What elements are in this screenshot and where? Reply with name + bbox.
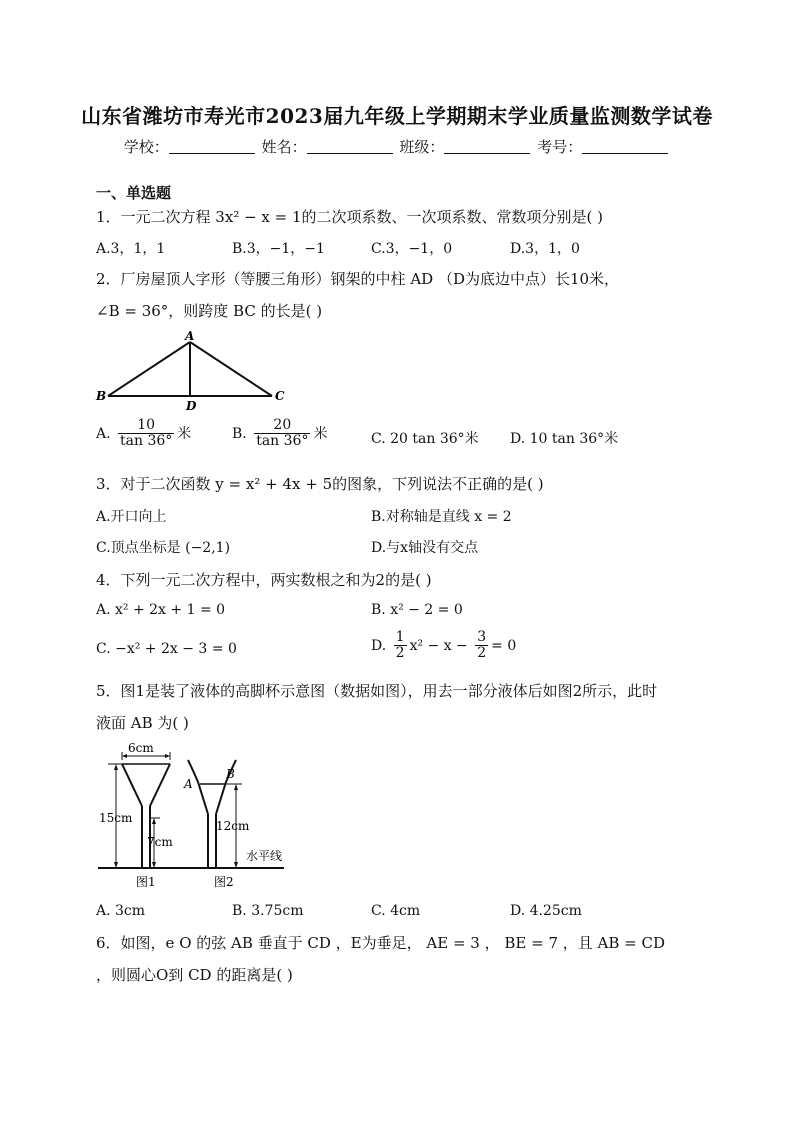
q5-option-d[interactable]: D. 4.25cm bbox=[510, 903, 582, 919]
q2-a-denominator: tan 36° bbox=[120, 433, 173, 450]
q4-option-d[interactable] bbox=[371, 630, 516, 662]
q5-caption-1: 图1 bbox=[136, 875, 156, 889]
q4-d-prefix: D. bbox=[371, 637, 387, 654]
q2-triangle-figure bbox=[90, 328, 300, 412]
q2-label-d: D bbox=[186, 399, 197, 412]
page-title: 山东省潍坊市寿光市2023届九年级上学期期末学业质量监测数学试卷 bbox=[81, 104, 713, 128]
q3-option-c[interactable]: C.顶点坐标是 (−2,1) bbox=[96, 540, 231, 556]
q4-d-fraction-1 bbox=[394, 630, 407, 662]
number-blank[interactable] bbox=[582, 139, 668, 154]
q5-stem-line1: 5．图1是装了液体的高脚杯示意图（数据如图），用去一部分液体后如图2所示，此时 bbox=[96, 682, 658, 700]
q3-option-b[interactable]: B.对称轴是直线 x = 2 bbox=[371, 509, 512, 525]
q4-d-den2: 2 bbox=[477, 645, 487, 662]
q2-stem-line2: ∠B = 36°，则跨度 BC 的长是( ) bbox=[96, 302, 323, 320]
q1-option-c[interactable]: C.3，−1，0 bbox=[371, 241, 453, 257]
q4-d-fraction-2 bbox=[475, 630, 488, 662]
q5-label-15cm: 15cm bbox=[99, 811, 133, 825]
q2-stem-line1: 2．厂房屋顶人字形（等腰三角形）钢架的中柱 AD （D为底边中点）长10米， bbox=[96, 270, 620, 288]
q5-label-b: B bbox=[226, 767, 235, 781]
q4-d-den1: 2 bbox=[395, 645, 405, 662]
section-heading: 一、单选题 bbox=[96, 184, 172, 202]
name-label: 姓名： bbox=[261, 138, 307, 156]
q2-label-b: B bbox=[96, 389, 107, 403]
q2-label-c: C bbox=[275, 389, 285, 403]
q6-stem-line2: ，则圆心O到 CD 的距离是( ) bbox=[96, 966, 293, 984]
q2-a-fraction bbox=[118, 418, 174, 450]
q5-label-a: A bbox=[184, 777, 193, 791]
q2-b-prefix: B. bbox=[232, 425, 247, 442]
q2-side-ab bbox=[108, 342, 190, 396]
q4-option-c[interactable]: C. −x² + 2x − 3 = 0 bbox=[96, 641, 237, 657]
q4-d-end: = 0 bbox=[491, 637, 517, 654]
q5-option-c[interactable]: C. 4cm bbox=[371, 903, 421, 919]
q4-option-b[interactable]: B. x² − 2 = 0 bbox=[371, 602, 463, 618]
q2-a-numerator: 10 bbox=[118, 418, 174, 434]
q6-stem-line1: 6．如图，e O 的弦 AB 垂直于 CD ，E为垂足， AE = 3 ， BE = 7 ，且 AB = CD bbox=[96, 934, 665, 952]
q5-caption-2: 图2 bbox=[214, 875, 234, 889]
q4-option-a[interactable]: A. x² + 2x + 1 = 0 bbox=[96, 602, 226, 618]
q2-b-fraction bbox=[254, 418, 310, 450]
number-label: 考号： bbox=[537, 138, 583, 156]
q2-a-unit: 米 bbox=[177, 425, 192, 442]
class-blank[interactable] bbox=[444, 139, 530, 154]
q3-option-a[interactable]: A.开口向上 bbox=[96, 509, 167, 525]
q2-option-d[interactable]: D. 10 tan 36°米 bbox=[510, 431, 619, 447]
student-info-line bbox=[0, 136, 794, 157]
name-blank[interactable] bbox=[307, 139, 393, 154]
q1-option-a[interactable]: A.3，1，1 bbox=[96, 241, 166, 257]
q5-option-b[interactable]: B. 3.75cm bbox=[232, 903, 304, 919]
q5-label-6cm: 6cm bbox=[128, 741, 154, 755]
q2-option-c[interactable]: C. 20 tan 36°米 bbox=[371, 431, 479, 447]
q5-label-7cm: 7cm bbox=[147, 835, 173, 849]
school-label: 学校： bbox=[123, 138, 169, 156]
q1-option-b[interactable]: B.3，−1，−1 bbox=[232, 241, 325, 257]
q2-b-numerator: 20 bbox=[254, 418, 310, 434]
q2-option-a[interactable] bbox=[96, 418, 191, 450]
class-label: 班级： bbox=[399, 138, 445, 156]
q4-d-middle: x² − x − bbox=[409, 637, 468, 654]
q5-goblet-1 bbox=[108, 752, 170, 868]
q2-label-a: A bbox=[185, 329, 195, 343]
q5-label-ground: 水平线 bbox=[246, 849, 283, 863]
q2-a-prefix: A. bbox=[96, 425, 111, 442]
q3-stem: 3．对于二次函数 y = x² + 4x + 5的图象，下列说法不正确的是( ) bbox=[96, 475, 544, 493]
q1-stem: 1．一元二次方程 3x² − x = 1的二次项系数、一次项系数、常数项分别是( ) bbox=[96, 208, 604, 226]
q5-stem-line2: 液面 AB 为( ) bbox=[96, 714, 189, 732]
q1-option-d[interactable]: D.3，1，0 bbox=[510, 241, 580, 257]
q5-label-12cm: 12cm bbox=[216, 819, 250, 833]
q4-d-num2: 3 bbox=[477, 629, 487, 645]
q2-side-ac bbox=[190, 342, 272, 396]
q4-d-num1: 1 bbox=[395, 629, 405, 645]
q4-stem: 4．下列一元二次方程中，两实数根之和为2的是( ) bbox=[96, 571, 432, 589]
q2-b-unit: 米 bbox=[313, 425, 328, 442]
q2-option-b[interactable] bbox=[232, 418, 327, 450]
school-blank[interactable] bbox=[169, 139, 255, 154]
q5-goblet-figure bbox=[96, 738, 296, 894]
q5-option-a[interactable]: A. 3cm bbox=[96, 903, 146, 919]
q3-option-d[interactable]: D.与x轴没有交点 bbox=[371, 540, 479, 556]
q2-b-denominator: tan 36° bbox=[256, 433, 309, 450]
